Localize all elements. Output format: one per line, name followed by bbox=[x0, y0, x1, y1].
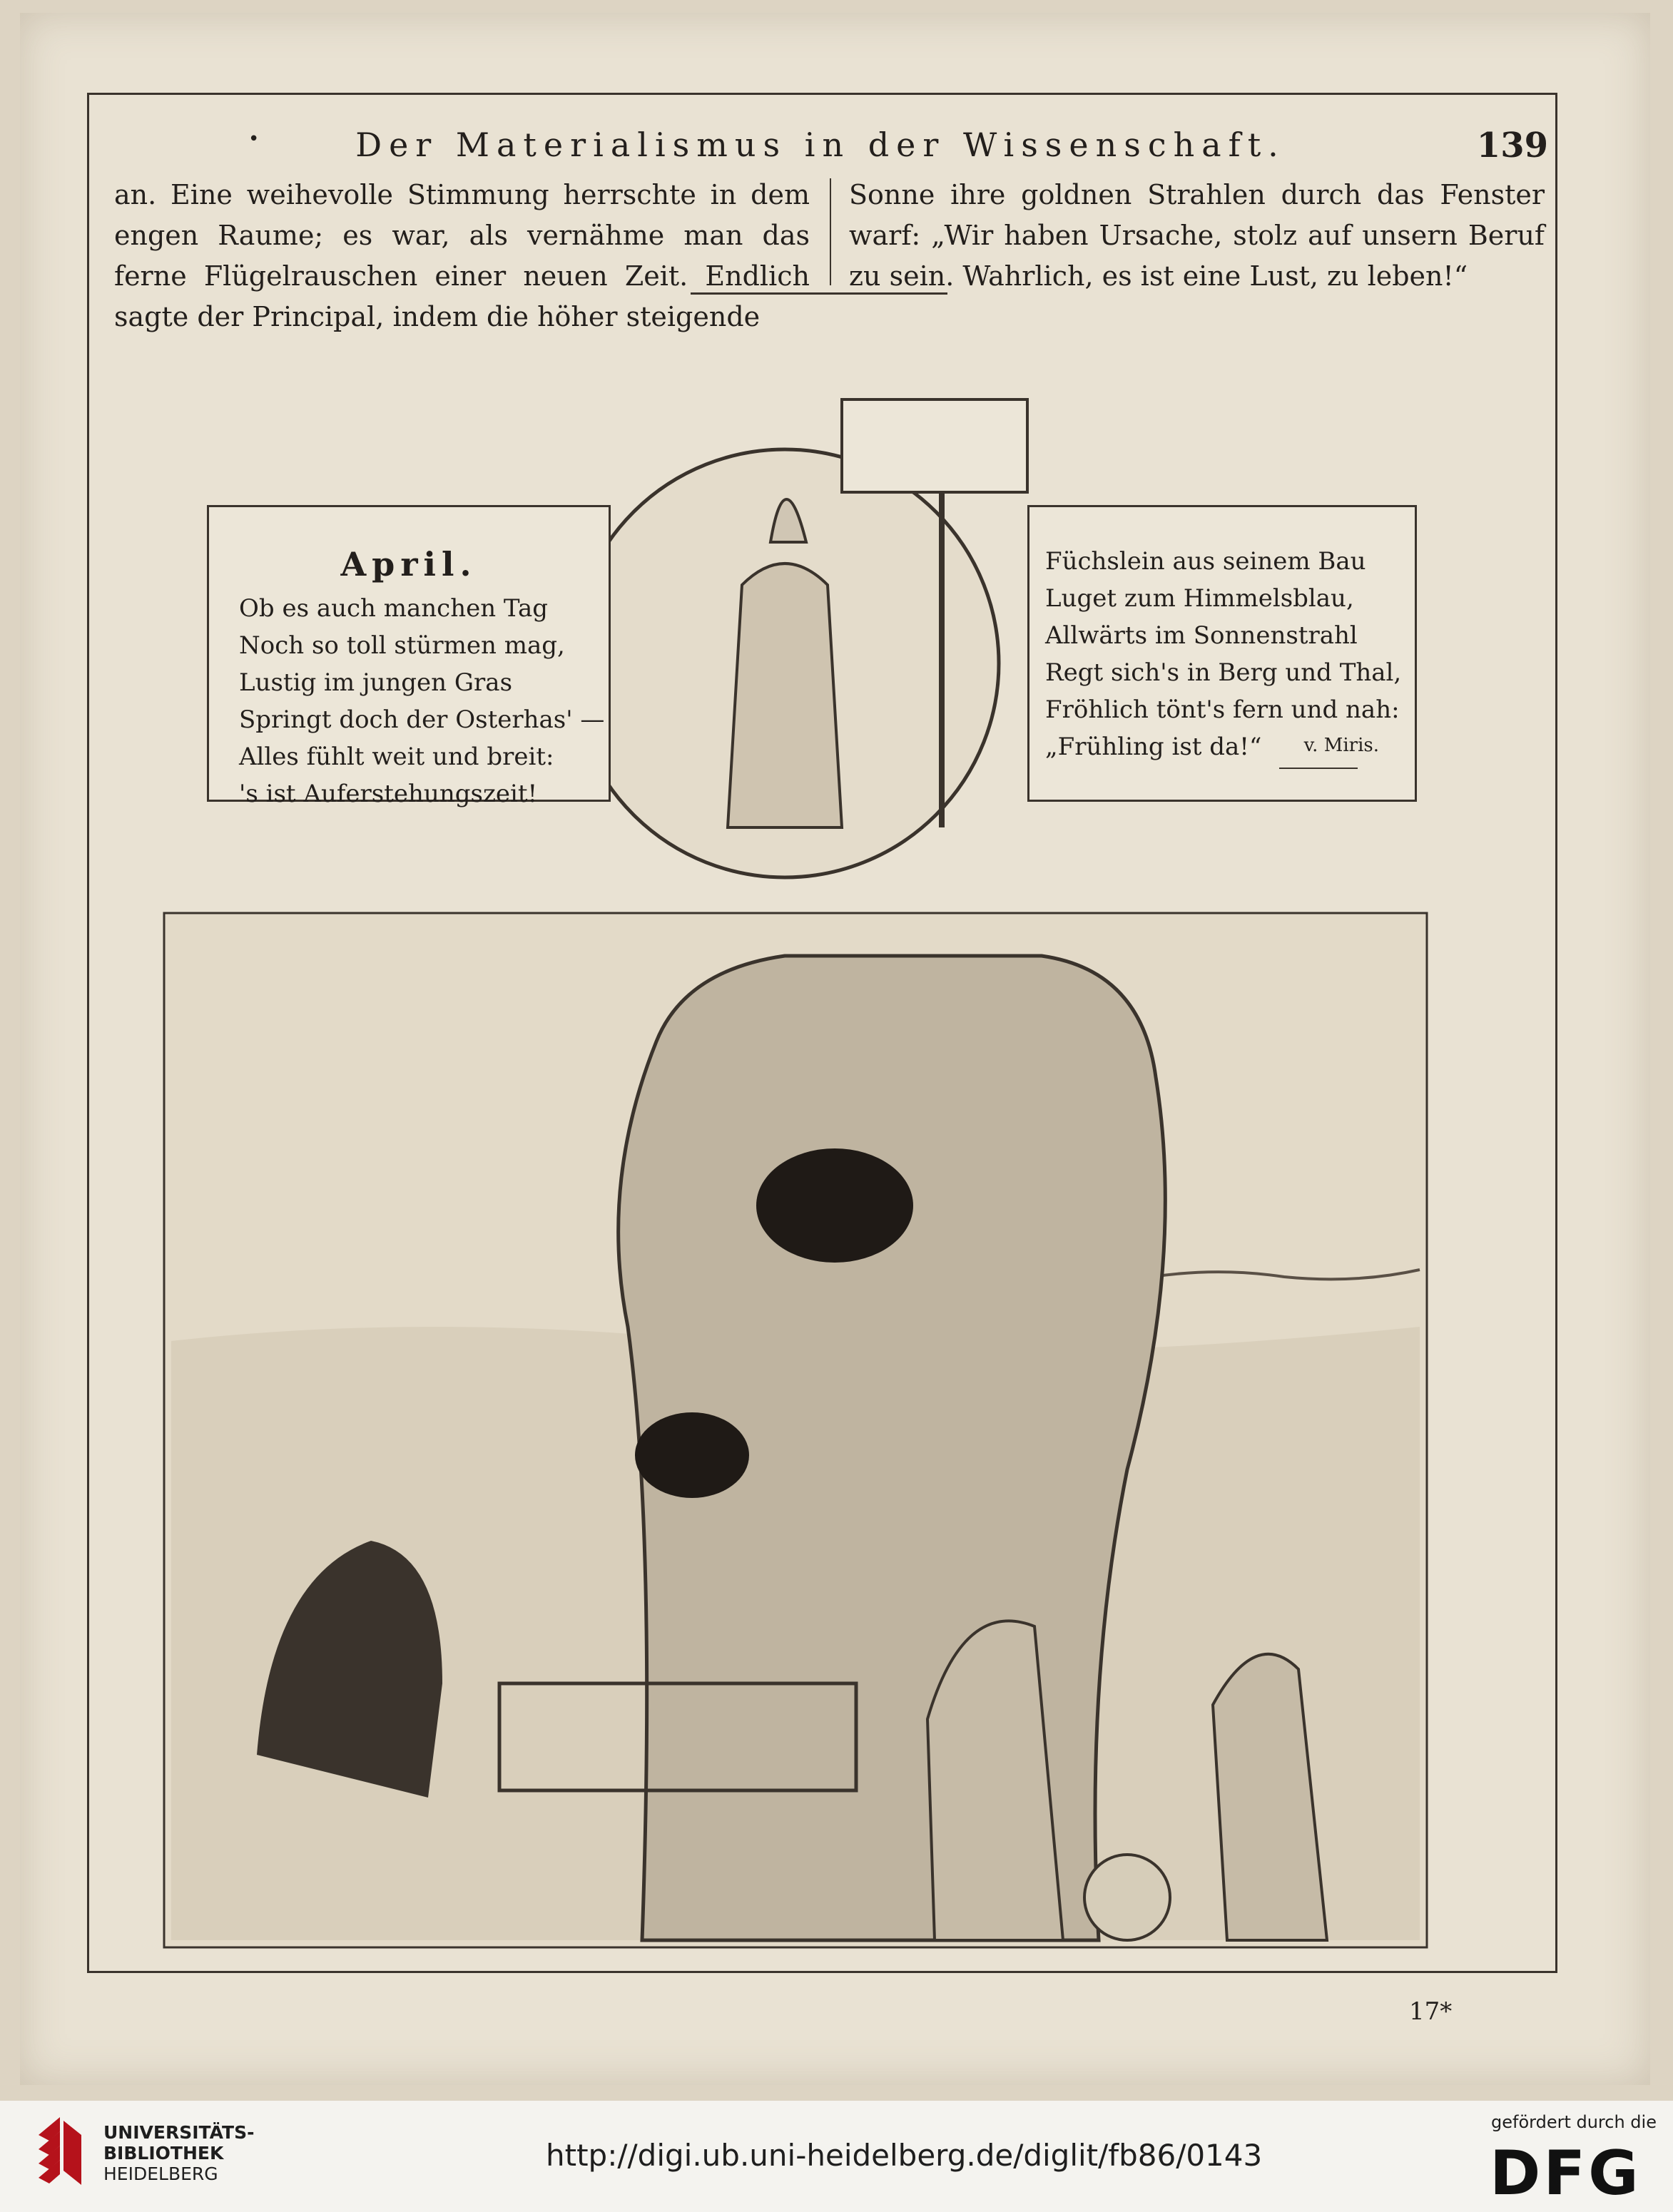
author-rule bbox=[1279, 768, 1358, 769]
poem-left-lines bbox=[209, 590, 609, 812]
poem-box-left bbox=[207, 505, 611, 808]
poem-line: Springt doch der Osterhas' — bbox=[239, 705, 605, 734]
poem-line: Lustig im jungen Gras bbox=[239, 668, 513, 697]
university-library-name[interactable] bbox=[103, 2122, 254, 2184]
university-library-logo-icon[interactable] bbox=[31, 2114, 88, 2192]
permalink-url[interactable]: http://digi.ub.uni-heidelberg.de/diglit/fb86/0143 bbox=[546, 2138, 1263, 2173]
section-separator bbox=[691, 292, 947, 295]
poem-line: 's ist Auferstehungszeit! bbox=[239, 780, 538, 808]
poem-line: „Frühling ist da!“ bbox=[1045, 733, 1262, 761]
tree-hollow-upper bbox=[756, 1148, 913, 1263]
column-divider bbox=[830, 178, 831, 285]
poem-line: Allwärts im Sonnenstrahl bbox=[1045, 621, 1358, 650]
tree-hollow-lower bbox=[635, 1412, 749, 1498]
poem-box-right bbox=[1027, 505, 1417, 802]
institution-line-2: BIBLIOTHEK bbox=[103, 2143, 224, 2163]
institution-line-1: UNIVERSITÄTS- bbox=[103, 2122, 255, 2143]
poem-line: Noch so toll stürmen mag, bbox=[239, 631, 565, 660]
poem-author: v. Miris. bbox=[1303, 735, 1379, 756]
signpost bbox=[842, 399, 1027, 492]
text-column-right bbox=[849, 175, 1545, 297]
running-head bbox=[93, 126, 1548, 175]
paragraph-left: an. Eine weihevolle Stimmung herrschte in dem engen Raume; es war, als vernähme man das ferne Flügelrauschen einer neuen Zeit. Endlich sagte der Principal, indem die höher steigende bbox=[114, 179, 810, 332]
dfg-logo[interactable]: DFG bbox=[1490, 2138, 1642, 2209]
poem-line: Alles fühlt weit und breit: bbox=[239, 743, 554, 771]
paragraph-right: Sonne ihre goldnen Strahlen durch das Fenster warf: „Wir haben Ursache, stolz auf unsern Beruf zu sein. Wahrlich, es ist eine Lust, zu leben!“ bbox=[849, 179, 1545, 292]
institution-line-3: HEIDELBERG bbox=[103, 2163, 218, 2184]
snail-shell bbox=[1084, 1855, 1170, 1940]
page-signature: 17* bbox=[1409, 1997, 1453, 2026]
running-title: Der Materialismus in der Wissenschaft. bbox=[355, 126, 1286, 164]
text-column-left bbox=[114, 175, 810, 337]
viewer-footer bbox=[0, 2101, 1673, 2212]
page-number: 139 bbox=[1476, 126, 1548, 165]
poem-line: Füchslein aus seinem Bau bbox=[1045, 547, 1366, 576]
poem-title: April. bbox=[340, 545, 477, 583]
poem-line: Regt sich's in Berg und Thal, bbox=[1045, 658, 1402, 687]
head-dot: • bbox=[248, 128, 260, 150]
poem-line: Fröhlich tönt's fern und nah: bbox=[1045, 695, 1400, 724]
easter-hare-figure bbox=[728, 564, 842, 827]
poem-line: Ob es auch manchen Tag bbox=[239, 594, 548, 623]
poem-line: Luget zum Himmelsblau, bbox=[1045, 584, 1354, 613]
funding-note: gefördert durch die bbox=[1491, 2112, 1657, 2132]
